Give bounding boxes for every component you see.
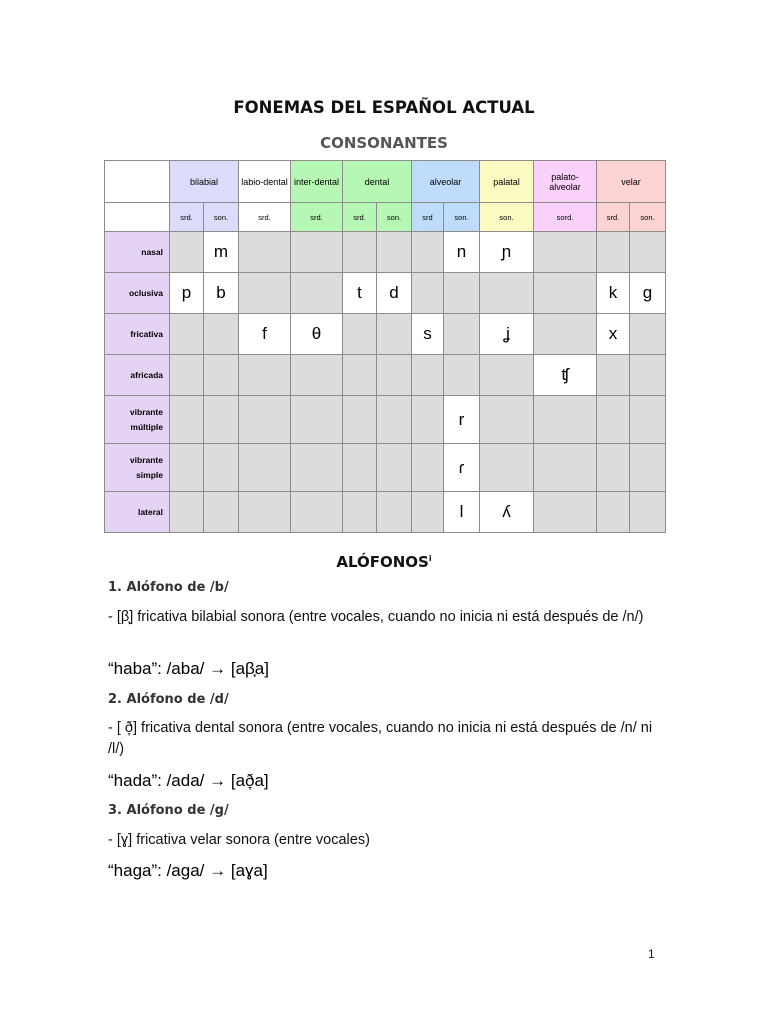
voicing-row xyxy=(105,203,666,232)
phoneme-cell xyxy=(204,314,239,355)
phoneme-cell: s xyxy=(412,314,444,355)
phoneme-cell: ʧ xyxy=(534,355,597,396)
allophone-heading: 1. Alófono de /b/ xyxy=(108,580,229,595)
manner-row xyxy=(105,232,666,273)
phoneme-cell: n xyxy=(444,232,480,273)
phoneme-cell xyxy=(480,444,534,492)
phoneme-cell xyxy=(377,396,412,444)
phoneme-cell: k xyxy=(597,273,630,314)
phoneme-cell xyxy=(444,314,480,355)
corner-cell xyxy=(105,161,170,203)
phoneme-cell xyxy=(343,314,377,355)
phoneme-cell xyxy=(630,492,666,533)
phoneme-cell xyxy=(170,355,204,396)
voicing-cell: srd. xyxy=(291,203,343,232)
phoneme-cell: m xyxy=(204,232,239,273)
phoneme-cell: θ xyxy=(291,314,343,355)
phoneme-cell xyxy=(480,355,534,396)
place-header: palato-alveolar xyxy=(534,161,597,203)
phoneme-cell xyxy=(239,492,291,533)
manner-label: lateral xyxy=(105,492,170,533)
allophone-description: - [ɣ] fricativa velar sonora (entre vocales) xyxy=(108,832,370,848)
manner-label: vibrante múltiple xyxy=(105,396,170,444)
phoneme-cell xyxy=(630,314,666,355)
phoneme-cell xyxy=(170,232,204,273)
phoneme-cell xyxy=(343,355,377,396)
phoneme-cell: g xyxy=(630,273,666,314)
phoneme-cell xyxy=(343,396,377,444)
voicing-cell: son. xyxy=(204,203,239,232)
allophone-example: “haga”: /aga/ → [aɣa] xyxy=(108,861,268,880)
manner-label: fricativa xyxy=(105,314,170,355)
phoneme-cell xyxy=(597,232,630,273)
phoneme-cell xyxy=(291,396,343,444)
phoneme-cell xyxy=(597,396,630,444)
phoneme-cell xyxy=(534,273,597,314)
manner-row xyxy=(105,355,666,396)
phoneme-cell xyxy=(534,314,597,355)
phoneme-cell xyxy=(480,396,534,444)
phoneme-cell xyxy=(291,273,343,314)
phoneme-cell xyxy=(291,492,343,533)
phoneme-cell xyxy=(343,444,377,492)
phoneme-cell xyxy=(204,492,239,533)
phoneme-cell xyxy=(377,314,412,355)
place-header: labio-dental xyxy=(239,161,291,203)
voicing-cell: srd xyxy=(412,203,444,232)
page-title: FONEMAS DEL ESPAÑOL ACTUAL xyxy=(233,98,535,117)
phoneme-cell: ʝ xyxy=(480,314,534,355)
phoneme-cell xyxy=(630,355,666,396)
phoneme-cell xyxy=(597,355,630,396)
manner-row xyxy=(105,273,666,314)
allophones-section-title: ALÓFONOS$^i$ xyxy=(336,553,432,571)
phoneme-cell xyxy=(170,396,204,444)
phoneme-cell xyxy=(630,232,666,273)
phoneme-cell xyxy=(412,444,444,492)
phoneme-cell xyxy=(170,444,204,492)
page-number: 1 xyxy=(648,947,655,961)
phoneme-cell xyxy=(534,492,597,533)
phoneme-cell xyxy=(239,444,291,492)
allophone-heading: 2. Alófono de /d/ xyxy=(108,692,229,707)
phoneme-cell xyxy=(377,232,412,273)
phoneme-cell: l xyxy=(444,492,480,533)
place-header: alveolar xyxy=(412,161,480,203)
phoneme-cell xyxy=(343,232,377,273)
phoneme-cell xyxy=(412,396,444,444)
phoneme-cell: ɾ xyxy=(444,444,480,492)
phoneme-cell xyxy=(534,444,597,492)
voicing-cell: srd. xyxy=(239,203,291,232)
phoneme-cell xyxy=(377,355,412,396)
phoneme-cell xyxy=(534,396,597,444)
phoneme-cell: t xyxy=(343,273,377,314)
table-subtitle: CONSONANTES xyxy=(320,134,448,152)
phoneme-cell xyxy=(204,396,239,444)
manner-label: oclusiva xyxy=(105,273,170,314)
manner-row xyxy=(105,396,666,444)
voicing-cell: son. xyxy=(480,203,534,232)
phoneme-cell xyxy=(291,444,343,492)
phoneme-cell xyxy=(597,444,630,492)
allophone-description: - [β̞] fricativa bilabial sonora (entre vocales, cuando no inicia ni está después de /n/) xyxy=(108,609,644,625)
allophone-example: “haba”: /aba/ → [aβ̞a] xyxy=(108,659,269,678)
voicing-cell: son. xyxy=(377,203,412,232)
phoneme-cell xyxy=(239,232,291,273)
phoneme-cell xyxy=(534,232,597,273)
phoneme-cell xyxy=(597,492,630,533)
phoneme-cell xyxy=(377,492,412,533)
phoneme-cell xyxy=(291,355,343,396)
voicing-cell: srd. xyxy=(170,203,204,232)
phoneme-cell xyxy=(412,355,444,396)
footnote-marker: i xyxy=(428,554,432,563)
place-header: inter-dental xyxy=(291,161,343,203)
phoneme-cell xyxy=(204,355,239,396)
manner-row xyxy=(105,444,666,492)
phoneme-cell xyxy=(170,314,204,355)
place-header-row xyxy=(105,161,666,203)
phoneme-cell xyxy=(377,444,412,492)
phoneme-cell: p xyxy=(170,273,204,314)
place-header: velar xyxy=(597,161,666,203)
place-header: palatal xyxy=(480,161,534,203)
phoneme-cell xyxy=(630,444,666,492)
phoneme-cell xyxy=(291,232,343,273)
phoneme-cell xyxy=(444,273,480,314)
voicing-cell: son. xyxy=(444,203,480,232)
phoneme-cell xyxy=(412,273,444,314)
manner-label: nasal xyxy=(105,232,170,273)
manner-row xyxy=(105,314,666,355)
place-header: dental xyxy=(343,161,412,203)
phoneme-cell: f xyxy=(239,314,291,355)
phoneme-cell: b xyxy=(204,273,239,314)
phoneme-cell xyxy=(170,492,204,533)
corner-cell xyxy=(105,203,170,232)
phoneme-cell xyxy=(239,355,291,396)
phoneme-cell: ɲ xyxy=(480,232,534,273)
phoneme-cell: x xyxy=(597,314,630,355)
allophone-heading: 3. Alófono de /g/ xyxy=(108,803,229,818)
manner-label: vibrante simple xyxy=(105,444,170,492)
voicing-cell: srd. xyxy=(343,203,377,232)
voicing-cell: srd. xyxy=(597,203,630,232)
voicing-cell: sord. xyxy=(534,203,597,232)
phoneme-cell xyxy=(412,232,444,273)
allophone-description: - [ ð̞] fricativa dental sonora (entre vocales, cuando no inicia ni está después de /n/ ni /l/) xyxy=(108,720,653,757)
phoneme-cell xyxy=(480,273,534,314)
phoneme-cell: d xyxy=(377,273,412,314)
phoneme-cell xyxy=(444,355,480,396)
manner-label: africada xyxy=(105,355,170,396)
phoneme-cell xyxy=(204,444,239,492)
phoneme-cell xyxy=(630,396,666,444)
phoneme-cell: ʎ xyxy=(480,492,534,533)
phoneme-cell xyxy=(239,273,291,314)
consonant-table xyxy=(104,160,666,533)
phoneme-cell xyxy=(412,492,444,533)
place-header: bilabial xyxy=(170,161,239,203)
phoneme-cell xyxy=(343,492,377,533)
allophone-example: “hada”: /ada/ → [að̞a] xyxy=(108,771,269,790)
phoneme-cell xyxy=(239,396,291,444)
phoneme-cell: r xyxy=(444,396,480,444)
manner-row xyxy=(105,492,666,533)
voicing-cell: son. xyxy=(630,203,666,232)
